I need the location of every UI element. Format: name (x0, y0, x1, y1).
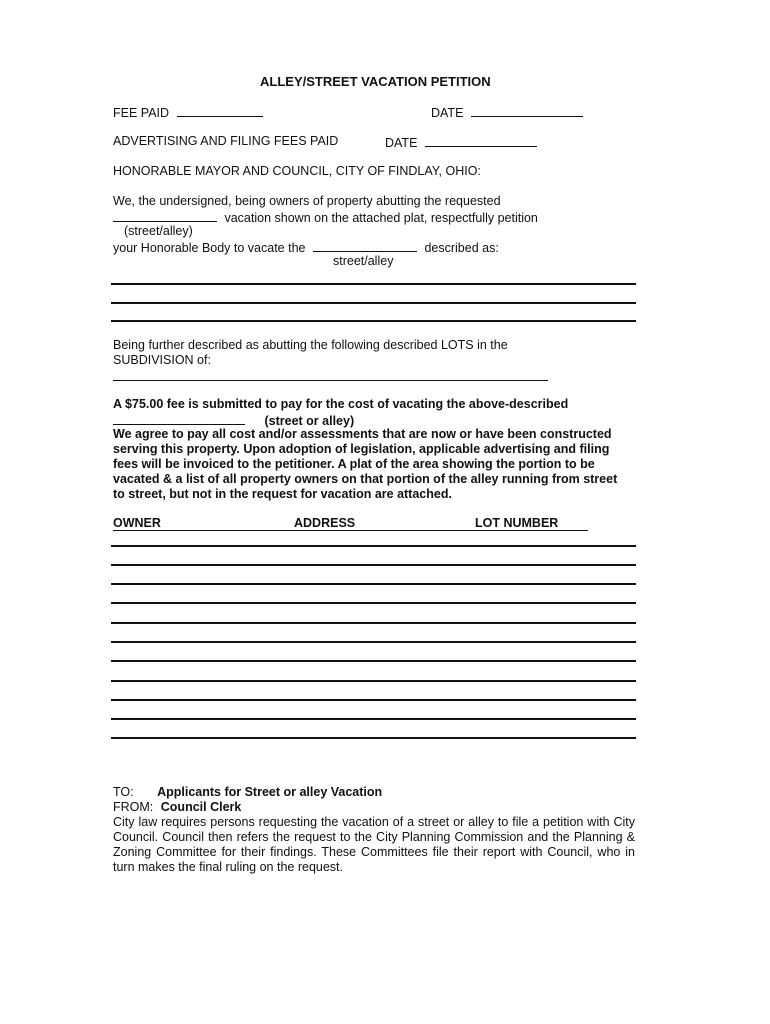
fee-line-2-text: (street or alley) (264, 414, 355, 428)
date2-row (385, 134, 537, 150)
petition-line-2-text: vacation shown on the attached plat, respectfully petition (224, 211, 538, 225)
petition-line-5: street/alley (333, 254, 394, 268)
petition-line-4a: your Honorable Body to vacate the (113, 241, 306, 255)
fee-street-field[interactable] (113, 412, 245, 425)
fee-body: We agree to pay all cost and/or assessments that are now or have been constructed serving this property. Upon adoption of legislation, applicable advertising and filing fees will be invoiced to the petitioner. A plat of the area showing the portion to be vacated & a list of all property owners on that portion of the alley running from street to street, but not in the request for vacation are attached. (113, 427, 618, 501)
petition-line-3: (street/alley) (124, 224, 193, 238)
description-line-1[interactable] (111, 283, 636, 285)
col-address: ADDRESS (294, 516, 356, 530)
owner-row-line[interactable] (111, 718, 636, 720)
owner-row-line[interactable] (111, 641, 636, 643)
owner-row-line[interactable] (111, 737, 636, 739)
date-field[interactable] (471, 104, 583, 117)
fee-paid-field[interactable] (177, 104, 263, 117)
page-title: ALLEY/STREET VACATION PETITION (260, 74, 491, 89)
memo-from-row (113, 800, 241, 814)
memo-to-label: TO: (113, 785, 134, 799)
advertising-fees-label: ADVERTISING AND FILING FEES PAID (113, 134, 339, 148)
date2-label: DATE (385, 136, 418, 150)
fee-paid-row (113, 104, 263, 120)
date-label: DATE (431, 106, 464, 120)
lots-line-2: SUBDIVISION of: (113, 353, 211, 367)
owner-row-line[interactable] (111, 660, 636, 662)
date-row (431, 104, 583, 120)
lots-line-1: Being further described as abutting the following described LOTS in the (113, 338, 508, 352)
fee-line-1: A $75.00 fee is submitted to pay for the cost of vacating the above-described (113, 397, 569, 411)
owner-row-line[interactable] (111, 602, 636, 604)
street-alley-field[interactable] (113, 209, 217, 222)
memo-to-row (113, 785, 382, 799)
description-line-3[interactable] (111, 320, 636, 322)
owner-row-line[interactable] (111, 583, 636, 585)
petition-line-2 (113, 209, 538, 225)
addressee: HONORABLE MAYOR AND COUNCIL, CITY OF FINDLAY, OHIO: (113, 164, 481, 178)
description-line-2[interactable] (111, 302, 636, 304)
fee-paid-label: FEE PAID (113, 106, 170, 120)
petition-line-1: We, the undersigned, being owners of property abutting the requested (113, 194, 501, 208)
memo-body: City law requires persons requesting the vacation of a street or alley to file a petition with City Council. Council then refers the request to the City Planning Commission and the Planning & Zoning Committee for their findings. These Committees file their report with Council, who in turn makes the final ruling on the request. (113, 815, 635, 874)
owner-row-line[interactable] (111, 622, 636, 624)
memo-from-label: FROM: (113, 800, 154, 814)
memo-to-value: Applicants for Street or alley Vacation (157, 785, 383, 799)
date2-field[interactable] (425, 134, 537, 147)
col-owner: OWNER (113, 516, 161, 530)
memo-from-value: Council Clerk (160, 800, 242, 814)
vacate-field[interactable] (313, 239, 417, 252)
owner-row-line[interactable] (111, 680, 636, 682)
owner-row-line[interactable] (111, 545, 636, 547)
col-lot-number: LOT NUMBER (475, 516, 559, 530)
subdivision-field[interactable] (113, 380, 548, 381)
fee-line-2 (113, 412, 354, 428)
petition-line-4b: described as: (424, 241, 499, 255)
petition-line-4 (113, 239, 499, 255)
owner-row-line[interactable] (111, 699, 636, 701)
table-header (113, 516, 588, 531)
owner-row-line[interactable] (111, 564, 636, 566)
